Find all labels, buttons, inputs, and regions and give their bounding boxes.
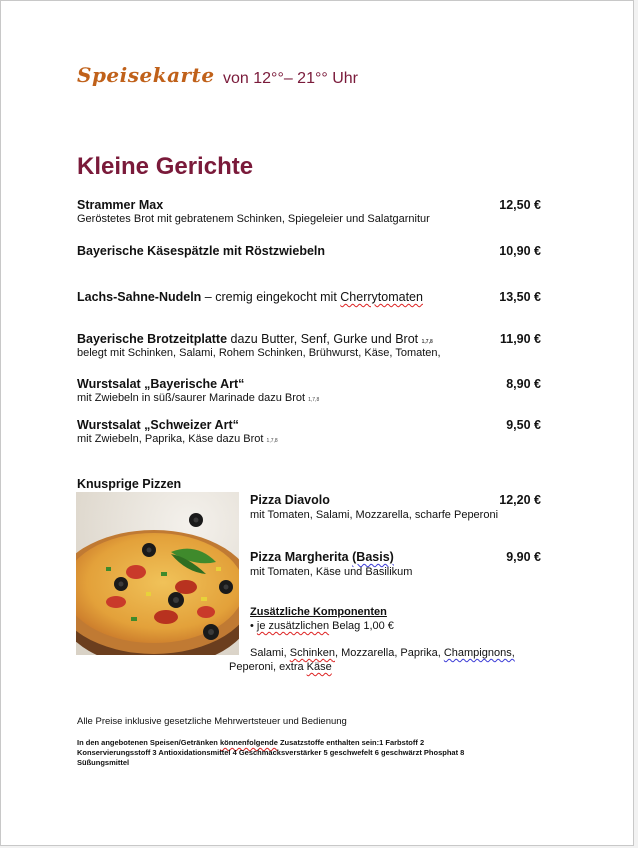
pizza-name: Pizza Diavolo [250, 493, 330, 507]
menu-title: Speisekarte [77, 63, 215, 87]
opening-hours: von 12°°– 21°° Uhr [223, 70, 358, 87]
pizza-description: mit Tomaten, Käse und Basilikum [250, 566, 413, 578]
pizza-price: 12,20 € [499, 493, 541, 507]
extras-list-line: Salami, Schinken, Mozzarella, Paprika, Champignons, [250, 647, 515, 659]
additives-note: Konservierungsstoff 3 Antioxidationsmittel 4 Geschmacksverstärker 5 geschwefelt 6 geschwärzt Phosphat 8 [77, 748, 465, 757]
pizza-price: 9,90 € [506, 550, 541, 564]
pizza-description: mit Tomaten, Salami, Mozzarella, scharfe Peperoni [250, 509, 499, 521]
item-name: Bayerische Käsespätzle mit Röstzwiebeln [77, 244, 326, 258]
item-price: 8,90 € [506, 377, 541, 391]
item-name: Wurstsalat „Schweizer Art“ [77, 418, 239, 432]
item-price: 9,50 € [506, 418, 541, 432]
prices-note: Alle Preise inklusive gesetzliche Mehrwertsteuer und Bedienung [77, 716, 347, 727]
item-name: Strammer Max [77, 198, 164, 212]
item-price: 12,50 € [499, 198, 541, 212]
pizza-image [76, 492, 239, 655]
item-description: mit Zwiebeln in süß/saurer Marinade dazu Brot 1,7,8 [77, 392, 320, 404]
additives-note: In den angebotenen Speisen/Getränken könnenfolgende Zusatzstoffe enthalten sein:1 Farbstoff 2 [77, 738, 425, 747]
item-description: belegt mit Schinken, Salami, Rohem Schinken, Brühwurst, Käse, Tomaten, [77, 347, 441, 359]
item-description: mit Zwiebeln, Paprika, Käse dazu Brot 1,7,8 [77, 433, 278, 445]
additives-note: Süßungsmittel [77, 758, 130, 767]
item-name: Bayerische Brotzeitplatte dazu Butter, Senf, Gurke und Brot 1,7,8 [77, 332, 433, 346]
pizza-name: Pizza Margherita (Basis) [250, 550, 394, 564]
item-description: Geröstetes Brot mit gebratenem Schinken, Spiegeleier und Salatgarnitur [77, 213, 430, 225]
extras-list-line: Peperoni, extra Käse [229, 661, 332, 673]
item-price: 10,90 € [499, 244, 541, 258]
item-price: 11,90 € [499, 332, 541, 346]
pizza-illustration [76, 492, 239, 655]
pizzen-title: Knusprige Pizzen [77, 477, 182, 491]
item-price: 13,50 € [499, 290, 541, 304]
item-name: Lachs-Sahne-Nudeln – cremig eingekocht mit Cherrytomaten [77, 290, 423, 304]
extras-title: Zusätzliche Komponenten [250, 606, 387, 618]
extras-bullet: • je zusätzlichen Belag 1,00 € [250, 620, 394, 632]
item-name: Wurstsalat „Bayerische Art“ [77, 377, 245, 391]
section-title: Kleine Gerichte [77, 153, 254, 180]
